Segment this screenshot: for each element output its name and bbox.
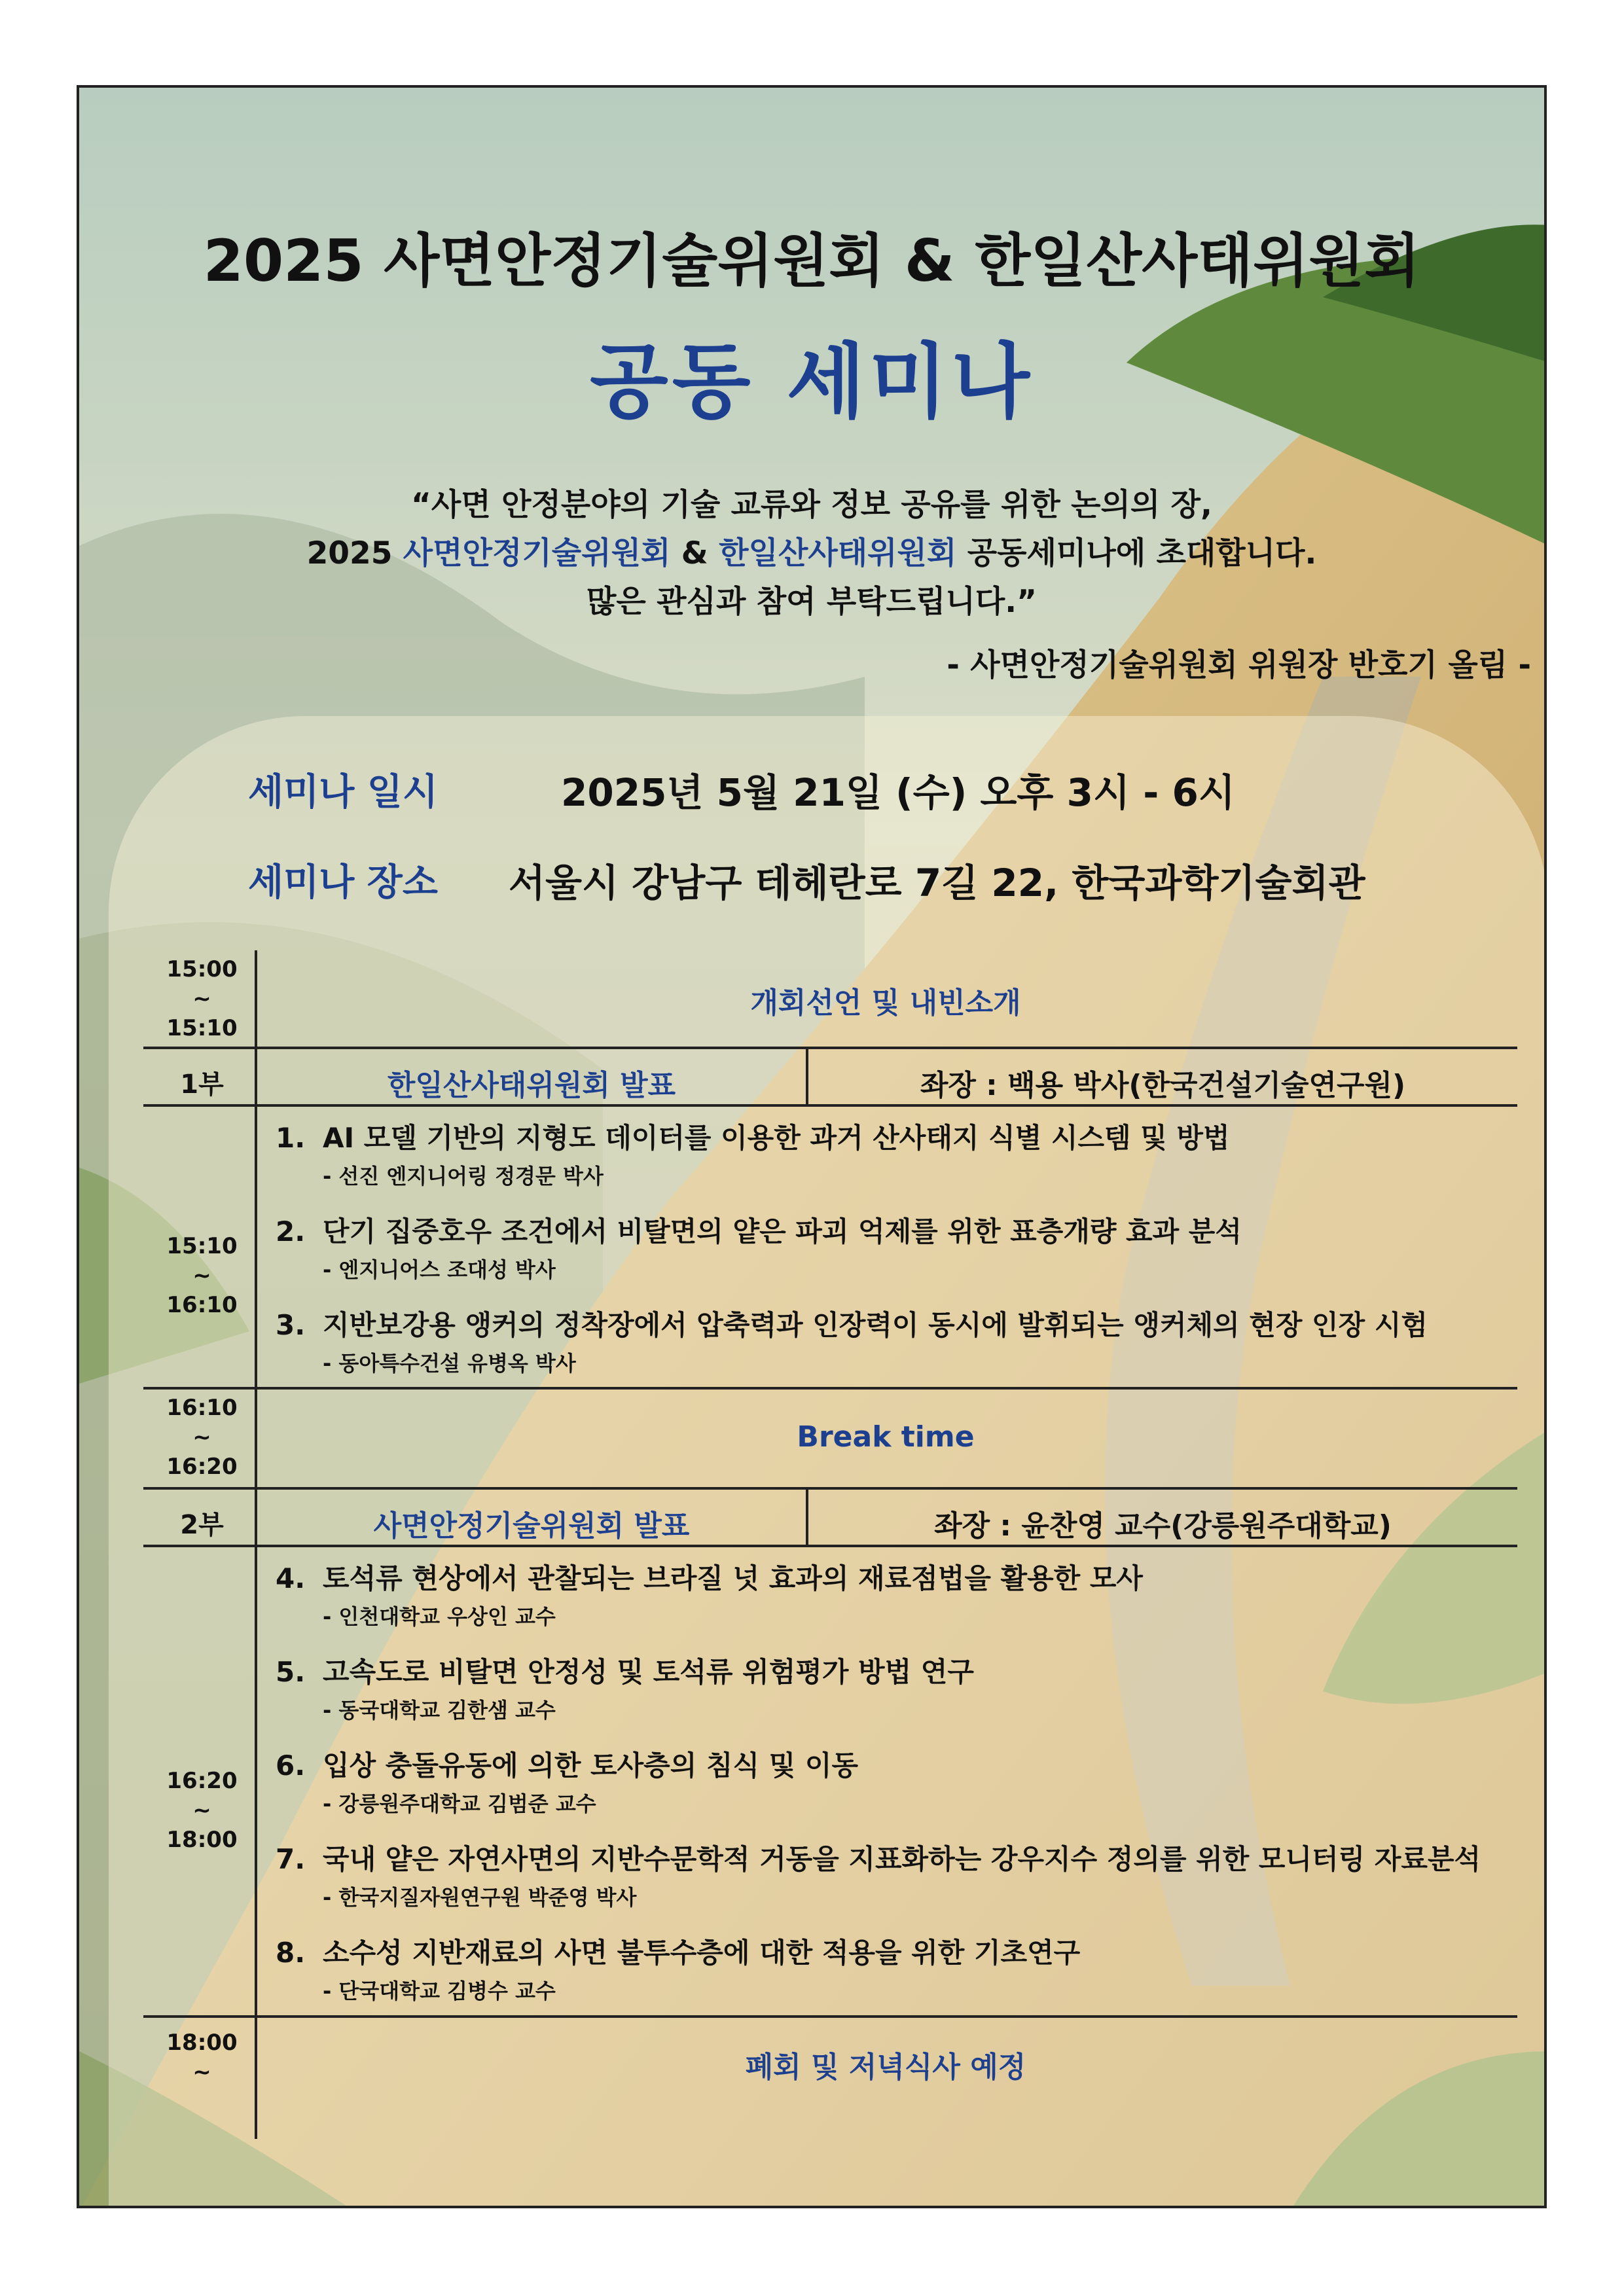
presentation-item: 1. AI 모델 기반의 지형도 데이터를 이용한 과거 산사태지 식별 시스템 및 방법 - 선진 엔지니어링 정경문 박사: [276, 1122, 1230, 1189]
row-divider: [143, 2015, 1517, 2018]
part1-session-title: 한일산사태위원회 발표: [387, 1069, 676, 1102]
presentation-item: 4. 토석류 현상에서 관찰되는 브라질 넛 효과의 재료점법을 활용한 모사 - 인천대학교 우상인 교수: [276, 1562, 1143, 1629]
row-divider: [143, 1545, 1517, 1547]
presentation-item: 7. 국내 얕은 자연사면의 지반수문학적 거동을 지표화하는 강우지수 정의를 위한 모니터링 자료분석 - 한국지질자원연구원 박준영 박사: [276, 1843, 1481, 1910]
place-label: 세미나 장소: [248, 861, 438, 904]
org-name-2: 한일산사태위원회: [719, 535, 957, 571]
seminar-poster: [77, 85, 1547, 2208]
opening-title: 개회선언 및 내빈소개: [750, 986, 1021, 1020]
place-value: 서울시 강남구 테헤란로 7길 22, 한국과학기술회관: [509, 861, 1365, 905]
part2-label: 2부: [180, 1510, 224, 1540]
break-title: Break time: [797, 1420, 975, 1454]
row-divider: [143, 1104, 1517, 1107]
part2-chair: 좌장 : 윤찬영 교수(강릉원주대학교): [934, 1509, 1392, 1543]
break-time: 16:10 ~ 16:20: [166, 1395, 238, 1480]
part1-time: 15:10 ~ 16:10: [166, 1233, 238, 1318]
poster-title: 2025 사면안정기술위원회 & 한일산사태위원회: [203, 227, 1420, 295]
row-divider: [143, 1047, 1517, 1049]
invitation-line-2: 2025 사면안정기술위원회 & 한일산사태위원회 공동세미나에 초대합니다.: [306, 535, 1317, 571]
presentation-item: 5. 고속도로 비탈면 안정성 및 토석류 위험평가 방법 연구 - 동국대학교 김한샘 교수: [276, 1656, 974, 1723]
part2-time: 16:20 ~ 18:00: [166, 1768, 238, 1853]
presentation-item: 8. 소수성 지반재료의 사면 불투수층에 대한 적용을 위한 기초연구 - 단국대학교 김병수 교수: [276, 1937, 1081, 2003]
date-label: 세미나 일시: [248, 771, 438, 814]
org-name-1: 사면안정기술위원회: [403, 535, 671, 571]
presentation-item: 6. 입상 충돌유동에 의한 토사층의 침식 및 이동 - 강릉원주대학교 김범준 교수: [276, 1749, 859, 1816]
invitation-line-1: “사면 안정분야의 기술 교류와 정보 공유를 위한 논의의 장,: [411, 487, 1212, 523]
opening-time: 15:00 ~ 15:10: [166, 956, 238, 1041]
part1-chair: 좌장 : 백용 박사(한국건설기술연구원): [920, 1069, 1406, 1102]
poster-subtitle: 공동 세미나: [589, 335, 1034, 429]
part2-session-title: 사면안정기술위원회 발표: [373, 1509, 690, 1543]
row-divider: [143, 1487, 1517, 1490]
invitation-line-3: 많은 관심과 참여 부탁드립니다.”: [586, 584, 1038, 620]
invitation-signature: - 사면안정기술위원회 위원장 반호기 올림 -: [947, 647, 1531, 683]
presentation-item: 2. 단기 집중호우 조건에서 비탈면의 얕은 파괴 억제를 위한 표층개량 효과 분석 - 엔지니어스 조대성 박사: [276, 1215, 1242, 1282]
closing-title: 폐회 및 저녁식사 예정: [745, 2051, 1026, 2084]
presentation-item: 3. 지반보강용 앵커의 정착장에서 압축력과 인장력이 동시에 발휘되는 앵커체의 현장 인장 시험 - 동아특수건설 유병옥 박사: [276, 1309, 1428, 1376]
part1-label: 1부: [180, 1069, 224, 1100]
row-divider: [143, 1387, 1517, 1390]
closing-time: 18:00 ~: [166, 2030, 238, 2085]
date-value: 2025년 5월 21일 (수) 오후 3시 - 6시: [561, 770, 1235, 815]
